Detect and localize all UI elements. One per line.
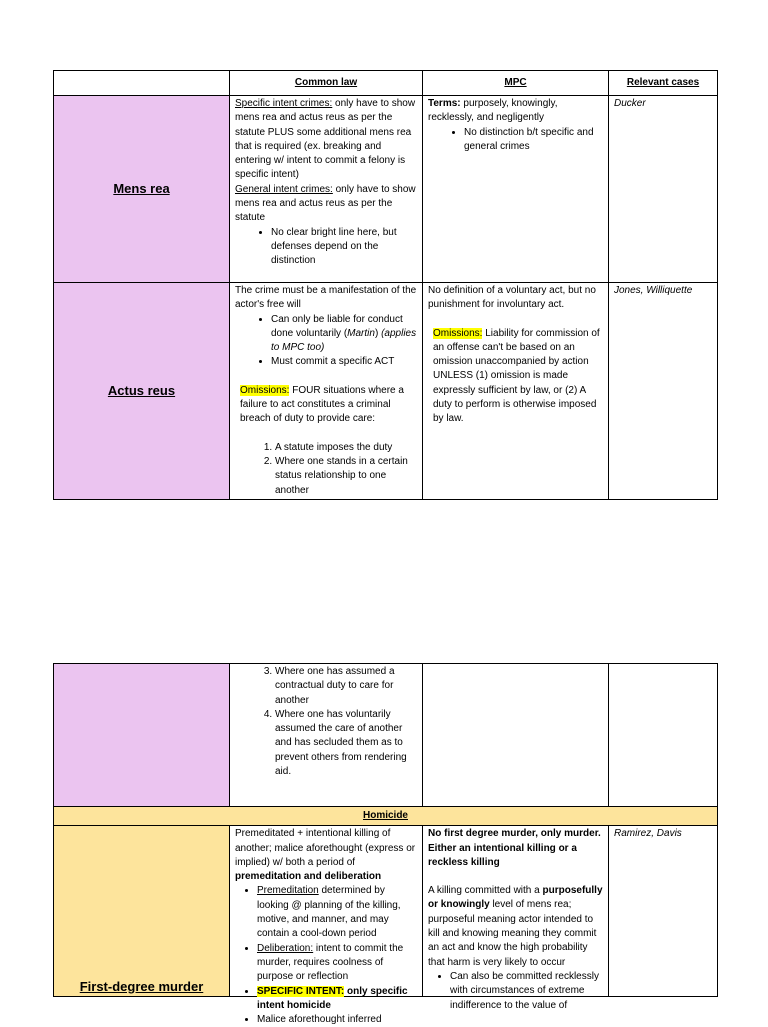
continuation-row (54, 664, 718, 807)
continuation-label (54, 664, 230, 807)
header-blank (54, 71, 230, 96)
actus-reus-label: Actus reus (54, 283, 230, 500)
list-item: • Can only be liable for conduct done voluntarily (Martin) (applies to MPC too) (271, 313, 417, 356)
first-degree-common-law: Premeditated + intentional killing of another; malice aforethought (express or implied) w/ both a period of premeditation and deliberation • Premeditation determined by looking @ planning of the killing, motive, and manner, and may contain a cool-down period • Deliberation: intent to commit the murder, requires coolness of purpose or reflection • SPECIFIC INTENT: only specific intent homicide • Malice aforethought inferred (230, 826, 423, 997)
mens-rea-mpc: Terms: purposely, knowingly, recklessly, and negligently • No distinction b/t specific and general crimes (423, 96, 609, 283)
actus-reus-row (54, 283, 718, 500)
mens-rea-cases: Ducker (609, 96, 718, 283)
mens-rea-row (54, 96, 718, 283)
first-degree-cases: Ramirez, Davis (609, 826, 718, 997)
list-item: 3. Where one has assumed a contractual duty to care for another (275, 665, 417, 708)
continuation-cases (609, 664, 718, 807)
list-item: • No clear bright line here, but defenses depend on the distinction (271, 226, 417, 269)
header-mpc: MPC (423, 71, 609, 96)
list-item: 2. Where one stands in a certain status relationship to one another (275, 455, 417, 498)
mens-rea-label: Mens rea (54, 96, 230, 283)
homicide-header-row (54, 807, 718, 826)
mens-rea-common-law: Specific intent crimes: only have to show mens rea and actus reus as per the statute PLUS some additional mens rea that is required (ex. breaking and entering w/ intent to commit a felony is specific intent) General intent crimes: only have to show mens rea and actus reus as per the statute • No clear bright line here, but defenses depend on the distinction (230, 96, 423, 283)
actus-reus-common-law: The crime must be a manifestation of the actor's free will • Can only be liable for conduct done voluntarily (Martin) (applies to MPC too) • Must commit a specific ACT Omissions: FOUR situations where a failure to act constitutes a criminal breach of duty to provide care: 1. A statute imposes the duty 2. Where one stands in a certain status relationship to one another (230, 283, 423, 500)
doctrine-table-bottom (53, 663, 718, 1026)
continuation-mpc (423, 664, 609, 807)
doctrine-table-top (53, 70, 718, 500)
first-degree-row (54, 826, 718, 997)
list-item: • SPECIFIC INTENT: only specific intent homicide (257, 985, 417, 1014)
list-item: • Can also be committed recklessly with circumstances of extreme indifference to the value of (450, 970, 603, 1013)
list-item: • Must commit a specific ACT (271, 355, 417, 369)
section-title-homicide: Homicide (54, 807, 718, 826)
list-item: • Deliberation: intent to commit the murder, requires coolness of purpose or reflection (257, 942, 417, 985)
list-item: • No distinction b/t specific and general crimes (464, 126, 603, 155)
header-row (54, 71, 718, 96)
list-item: • Premeditation determined by looking @ planning of the killing, motive, and manner, and may contain a cool-down period (257, 884, 417, 941)
first-degree-mpc: No first degree murder, only murder. Either an intentional killing or a reckless killing A killing committed with a purposefully or knowingly level of mens rea; purposeful meaning actor intended to kill and knowing meaning they commit an act and know the high probability that harm is very likely to occur • Can also be committed recklessly with circumstances of extreme indifference to the value of (423, 826, 609, 997)
list-item: • Malice aforethought inferred (257, 1013, 417, 1027)
header-cases: Relevant cases (609, 71, 718, 96)
header-common-law: Common law (230, 71, 423, 96)
list-item: 4. Where one has voluntarily assumed the care of another and has secluded them as to prevent others from rendering aid. (275, 708, 417, 779)
actus-reus-cases: Jones, Williquette (609, 283, 718, 500)
actus-reus-mpc: No definition of a voluntary act, but no punishment for involuntary act. Omissions: Liability for commission of an offense can't be based on an omission unaccompanied by action UNLESS (1) omission is made expressly sufficient by law, or (2) A duty to perform is otherwise imposed by law. (423, 283, 609, 500)
first-degree-label: First-degree murder (54, 826, 230, 997)
continuation-common-law (230, 664, 423, 807)
list-item: 1. A statute imposes the duty (275, 441, 417, 455)
